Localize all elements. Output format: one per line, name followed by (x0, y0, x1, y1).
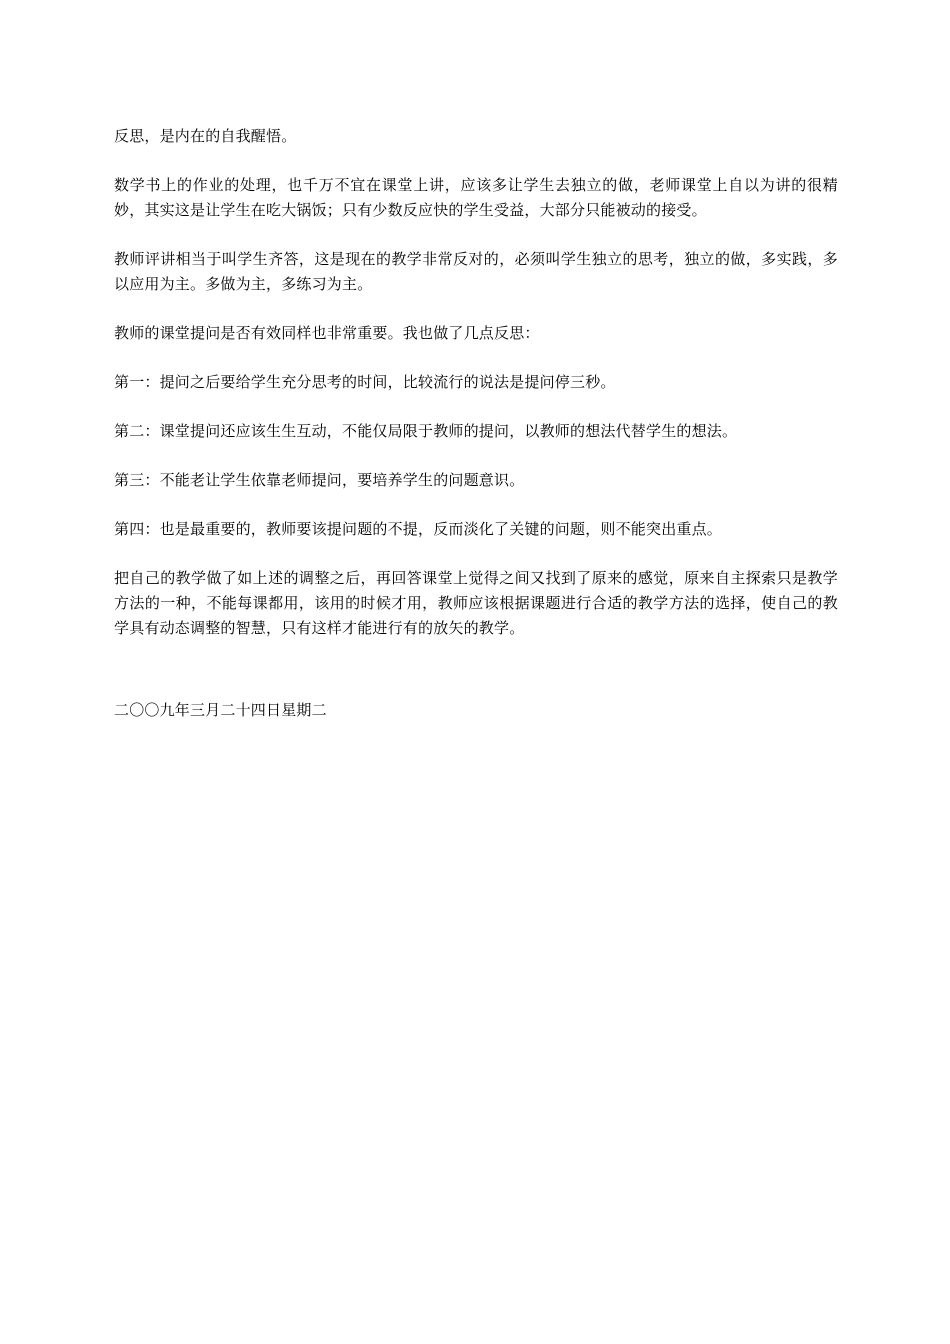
document-date: 二〇〇九年三月二十四日星期二 (114, 701, 327, 719)
paragraph-point-one: 第一：提问之后要给学生充分思考的时间，比较流行的说法是提问停三秒。 (114, 373, 616, 391)
document-body (114, 124, 838, 723)
paragraph-point-two: 第二：课堂提问还应该生生互动，不能仅局限于教师的提问，以教师的想法代替学生的想法。 (114, 422, 738, 440)
paragraph-homework-handling: 数学书上的作业的处理，也千万不宜在课堂上讲，应该多让学生去独立的做，老师课堂上自以为讲的很精妙，其实这是让学生在吃大锅饭；只有少数反应快的学生受益，大部分只能被动的接受。 (114, 176, 838, 219)
paragraph-conclusion: 把自己的教学做了如上述的调整之后，再回答课堂上觉得之间又找到了原来的感觉，原来自主探索只是教学方法的一种，不能每课都用，该用的时候才用，教师应该根据课题进行合适的教学方法的选择，使自己的教学具有动态调整的智慧，只有这样才能进行有的放矢的教学。 (114, 569, 838, 637)
paragraph-point-three: 第三：不能老让学生依靠老师提问，要培养学生的问题意识。 (114, 471, 525, 489)
paragraph-questioning-intro: 教师的课堂提问是否有效同样也非常重要。我也做了几点反思： (114, 324, 540, 342)
paragraph-point-four: 第四：也是最重要的，教师要该提问题的不提，反而淡化了关键的问题，则不能突出重点。 (114, 520, 723, 538)
paragraph-reflection-intro: 反思，是内在的自我醒悟。 (114, 127, 297, 145)
paragraph-teacher-review: 教师评讲相当于叫学生齐答，这是现在的教学非常反对的，必须叫学生独立的思考，独立的做，多实践，多以应用为主。多做为主，多练习为主。 (114, 250, 838, 293)
